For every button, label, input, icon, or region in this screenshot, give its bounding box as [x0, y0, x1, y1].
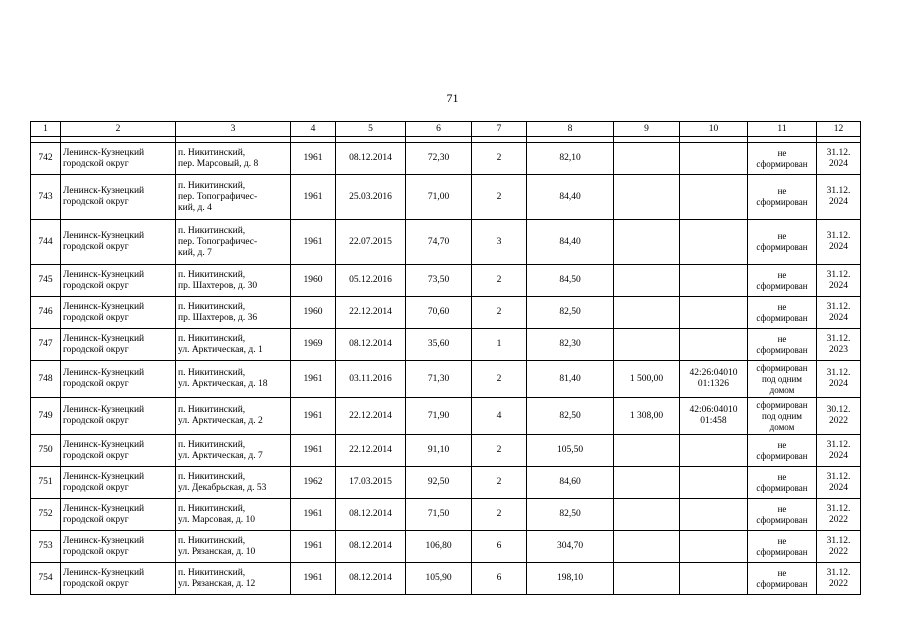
- table-row: [31, 329, 861, 361]
- cadastral-number-cell-line: 01:458: [700, 416, 727, 426]
- deadline-cell-line: 31.12.: [826, 535, 851, 546]
- deadline-cell-line: 2023: [829, 344, 848, 355]
- year-cell: 1969: [291, 329, 336, 361]
- municipality-cell-line: Ленинск-Кузнецкий: [63, 439, 145, 450]
- total-area-cell: 304,70: [527, 531, 614, 563]
- row-number-cell: 745: [31, 265, 61, 297]
- row-number-cell: 752: [31, 499, 61, 531]
- address-cell-line: п. Никитинский,: [178, 147, 246, 158]
- cadastral-number-cell-line: 01:1326: [697, 379, 730, 389]
- area-cell: 73,50: [406, 265, 472, 297]
- address-cell: [176, 435, 291, 467]
- deadline-cell-line: 2024: [829, 280, 848, 291]
- address-cell-line: п. Никитинский,: [178, 471, 246, 482]
- deadline-cell-line: 31.12.: [826, 333, 851, 344]
- municipality-cell-line: Ленинск-Кузнецкий: [63, 405, 145, 415]
- count-cell: 1: [472, 329, 527, 361]
- land-area-cell: [614, 499, 680, 531]
- land-status-cell-line: под одним: [761, 410, 803, 421]
- deadline-cell: [817, 143, 861, 175]
- municipality-cell-line: городской округ: [63, 158, 129, 169]
- deadline-cell: [817, 398, 861, 435]
- land-status-cell-line: сформирован: [756, 362, 808, 373]
- deadline-cell-line: 2022: [829, 416, 848, 426]
- address-cell: [176, 297, 291, 329]
- table-row: [31, 499, 861, 531]
- municipality-cell-line: Ленинск-Кузнецкий: [63, 147, 145, 158]
- land-status-cell: [748, 531, 817, 563]
- municipality-cell-line: городской округ: [63, 482, 129, 493]
- year-cell: 1961: [291, 398, 336, 435]
- address-cell: [176, 531, 291, 563]
- land-status-cell: [748, 398, 817, 435]
- address-cell-line: кий, д. 7: [178, 247, 212, 258]
- date-cell: 17.03.2015: [336, 467, 406, 499]
- land-area-cell: [614, 143, 680, 175]
- municipality-cell: [61, 398, 176, 435]
- address-cell: [176, 329, 291, 361]
- land-status-cell-line: не: [777, 535, 787, 546]
- year-cell: 1961: [291, 175, 336, 220]
- land-status-cell-line: сформирован: [756, 280, 808, 291]
- municipality-cell-line: городской округ: [63, 197, 129, 207]
- year-cell: 1961: [291, 499, 336, 531]
- land-status-cell-line: сформирован: [756, 578, 808, 589]
- municipality-cell: [61, 265, 176, 297]
- municipality-cell: [61, 435, 176, 467]
- address-cell-line: пр. Шахтеров, д. 36: [178, 312, 258, 323]
- address-cell-line: п. Никитинский,: [178, 180, 246, 191]
- year-cell: 1961: [291, 531, 336, 563]
- address-cell-line: ул. Марсовая, д. 10: [178, 514, 255, 525]
- address-cell: [176, 361, 291, 398]
- address-cell-line: п. Никитинский,: [178, 405, 246, 415]
- address-cell-line: ул. Арктическая, д. 18: [178, 379, 268, 389]
- deadline-cell-line: 31.12.: [826, 439, 851, 450]
- municipality-cell-line: городской округ: [63, 578, 129, 589]
- area-cell: 70,60: [406, 297, 472, 329]
- land-status-cell-line: домом: [769, 384, 795, 395]
- column-header-5: 5: [336, 122, 406, 137]
- table-row: [31, 435, 861, 467]
- deadline-cell-line: 31.12.: [826, 186, 851, 196]
- column-header-6: 6: [406, 122, 472, 137]
- municipality-cell: [61, 499, 176, 531]
- land-status-cell-line: не: [777, 567, 787, 578]
- count-cell: 3: [472, 220, 527, 265]
- land-area-cell: [614, 531, 680, 563]
- cadastral-number-cell: [680, 143, 748, 175]
- municipality-cell: [61, 220, 176, 265]
- deadline-cell-line: 31.12.: [826, 503, 851, 514]
- year-cell: 1961: [291, 435, 336, 467]
- table-body: [31, 137, 861, 595]
- address-cell: [176, 467, 291, 499]
- column-header-10: 10: [680, 122, 748, 137]
- table-row: [31, 220, 861, 265]
- address-cell-line: кий, д. 4: [178, 202, 212, 213]
- land-status-cell-line: не: [777, 503, 787, 514]
- deadline-cell: [817, 499, 861, 531]
- deadline-cell-line: 2022: [829, 546, 848, 557]
- total-area-cell: 81,40: [527, 361, 614, 398]
- land-status-cell: [748, 499, 817, 531]
- municipality-cell-line: городской округ: [63, 312, 129, 323]
- total-area-cell: 82,30: [527, 329, 614, 361]
- land-status-cell: [748, 297, 817, 329]
- deadline-cell-line: 2024: [829, 158, 848, 169]
- land-area-cell: [614, 329, 680, 361]
- land-status-cell-line: не: [777, 186, 787, 196]
- total-area-cell: 82,50: [527, 499, 614, 531]
- land-area-cell: [614, 265, 680, 297]
- address-cell-line: ул. Рязанская, д. 12: [178, 578, 256, 589]
- address-cell-line: ул. Рязанская, д. 10: [178, 546, 256, 557]
- year-cell: 1962: [291, 467, 336, 499]
- municipality-cell-line: Ленинск-Кузнецкий: [63, 301, 145, 312]
- area-cell: 71,30: [406, 361, 472, 398]
- date-cell: 08.12.2014: [336, 563, 406, 595]
- cadastral-number-cell: [680, 361, 748, 398]
- deadline-cell: [817, 435, 861, 467]
- area-cell: 91,10: [406, 435, 472, 467]
- date-cell: 08.12.2014: [336, 143, 406, 175]
- deadline-cell-line: 31.12.: [826, 269, 851, 280]
- land-status-cell: [748, 143, 817, 175]
- area-cell: 92,50: [406, 467, 472, 499]
- deadline-cell-line: 31.12.: [826, 567, 851, 578]
- land-area-cell: [614, 435, 680, 467]
- count-cell: 2: [472, 297, 527, 329]
- land-status-cell: [748, 361, 817, 398]
- total-area-cell: 84,40: [527, 220, 614, 265]
- address-cell-line: п. Никитинский,: [178, 503, 246, 514]
- deadline-cell-line: 31.12.: [826, 231, 851, 241]
- table-row: [31, 361, 861, 398]
- address-cell-line: пер. Марсовый, д. 8: [178, 158, 259, 169]
- table-row: [31, 563, 861, 595]
- municipality-cell-line: городской округ: [63, 242, 129, 252]
- date-cell: 08.12.2014: [336, 329, 406, 361]
- land-status-cell-line: не: [777, 231, 787, 241]
- total-area-cell: 82,50: [527, 398, 614, 435]
- land-status-cell-line: домом: [769, 421, 795, 432]
- land-area-cell: [614, 467, 680, 499]
- year-cell: 1960: [291, 297, 336, 329]
- land-area-cell: 1 308,00: [614, 398, 680, 435]
- land-status-cell-line: сформирован: [756, 546, 808, 557]
- municipality-cell-line: Ленинск-Кузнецкий: [63, 567, 145, 578]
- column-header-7: 7: [472, 122, 527, 137]
- address-cell-line: ул. Декабрьская, д. 53: [178, 482, 267, 493]
- deadline-cell: [817, 175, 861, 220]
- municipality-cell: [61, 175, 176, 220]
- cadastral-number-cell: [680, 531, 748, 563]
- land-area-cell: [614, 220, 680, 265]
- cadastral-number-cell: [680, 265, 748, 297]
- municipality-cell-line: Ленинск-Кузнецкий: [63, 186, 145, 196]
- land-status-cell: [748, 329, 817, 361]
- municipality-cell-line: Ленинск-Кузнецкий: [63, 503, 145, 514]
- deadline-cell-line: 2024: [829, 312, 848, 323]
- date-cell: 08.12.2014: [336, 531, 406, 563]
- total-area-cell: 105,50: [527, 435, 614, 467]
- land-status-cell: [748, 265, 817, 297]
- address-cell-line: пр. Шахтеров, д. 30: [178, 280, 258, 291]
- cadastral-number-cell: [680, 175, 748, 220]
- table-row: [31, 265, 861, 297]
- deadline-cell: [817, 467, 861, 499]
- address-cell-line: п. Никитинский,: [178, 535, 246, 546]
- deadline-cell: [817, 297, 861, 329]
- land-status-cell-line: сформирован: [756, 482, 808, 493]
- deadline-cell: [817, 329, 861, 361]
- row-number-cell: 747: [31, 329, 61, 361]
- address-cell-line: ул. Арктическая, д. 1: [178, 344, 263, 355]
- deadline-cell-line: 2024: [829, 482, 848, 493]
- municipality-cell-line: Ленинск-Кузнецкий: [63, 368, 145, 378]
- address-cell-line: п. Никитинский,: [178, 269, 246, 280]
- date-cell: 22.12.2014: [336, 398, 406, 435]
- column-header-11: 11: [748, 122, 817, 137]
- count-cell: 6: [472, 563, 527, 595]
- row-number-cell: 744: [31, 220, 61, 265]
- area-cell: 74,70: [406, 220, 472, 265]
- address-cell: [176, 398, 291, 435]
- deadline-cell-line: 2024: [829, 379, 848, 389]
- municipality-cell-line: городской округ: [63, 280, 129, 291]
- address-cell-line: п. Никитинский,: [178, 567, 246, 578]
- total-area-cell: 84,40: [527, 175, 614, 220]
- column-header-2: 2: [61, 122, 176, 137]
- table-row: [31, 175, 861, 220]
- address-cell-line: п. Никитинский,: [178, 439, 246, 450]
- date-cell: 22.07.2015: [336, 220, 406, 265]
- municipality-cell: [61, 143, 176, 175]
- land-status-cell-line: сформирован: [756, 242, 808, 252]
- municipality-cell-line: городской округ: [63, 379, 129, 389]
- address-cell-line: ул. Арктическая, д. 2: [178, 416, 263, 426]
- year-cell: 1961: [291, 563, 336, 595]
- land-area-cell: [614, 297, 680, 329]
- land-area-cell: [614, 175, 680, 220]
- municipality-cell-line: городской округ: [63, 514, 129, 525]
- table-row: [31, 531, 861, 563]
- deadline-cell-line: 31.12.: [826, 301, 851, 312]
- municipality-cell: [61, 563, 176, 595]
- municipality-cell-line: Ленинск-Кузнецкий: [63, 333, 145, 344]
- row-number-cell: 742: [31, 143, 61, 175]
- row-number-cell: 754: [31, 563, 61, 595]
- year-cell: 1961: [291, 361, 336, 398]
- count-cell: 2: [472, 361, 527, 398]
- count-cell: 2: [472, 265, 527, 297]
- land-status-cell-line: не: [777, 439, 787, 450]
- page-number: 71: [446, 91, 459, 105]
- deadline-cell-line: 31.12.: [826, 147, 851, 158]
- date-cell: 22.12.2014: [336, 297, 406, 329]
- municipality-cell-line: городской округ: [63, 416, 129, 426]
- municipality-cell-line: городской округ: [63, 546, 129, 557]
- municipality-cell: [61, 329, 176, 361]
- column-header-1: 1: [31, 122, 61, 137]
- cadastral-number-cell: [680, 435, 748, 467]
- address-cell-line: п. Никитинский,: [178, 225, 246, 236]
- land-status-cell-line: сформирован: [756, 450, 808, 461]
- deadline-cell-line: 2022: [829, 578, 848, 589]
- land-status-cell-line: не: [777, 471, 787, 482]
- land-area-cell: 1 500,00: [614, 361, 680, 398]
- deadline-cell: [817, 265, 861, 297]
- deadline-cell-line: 2024: [829, 242, 848, 252]
- table-row: [31, 297, 861, 329]
- land-status-cell-line: не: [777, 147, 787, 158]
- area-cell: 106,80: [406, 531, 472, 563]
- deadline-cell: [817, 220, 861, 265]
- deadline-cell-line: 31.12.: [826, 368, 851, 378]
- land-status-cell: [748, 467, 817, 499]
- deadline-cell: [817, 361, 861, 398]
- municipality-cell-line: городской округ: [63, 344, 129, 355]
- date-cell: 25.03.2016: [336, 175, 406, 220]
- area-cell: 35,60: [406, 329, 472, 361]
- row-number-cell: 751: [31, 467, 61, 499]
- address-cell-line: п. Никитинский,: [178, 333, 246, 344]
- address-cell: [176, 175, 291, 220]
- municipality-cell-line: Ленинск-Кузнецкий: [63, 471, 145, 482]
- municipality-cell-line: городской округ: [63, 450, 129, 461]
- column-header-9: 9: [614, 122, 680, 137]
- area-cell: 105,90: [406, 563, 472, 595]
- total-area-cell: 84,60: [527, 467, 614, 499]
- land-status-cell-line: сформирован: [756, 197, 808, 207]
- land-area-cell: [614, 563, 680, 595]
- count-cell: 6: [472, 531, 527, 563]
- land-status-cell-line: сформирован: [756, 344, 808, 355]
- municipality-cell: [61, 531, 176, 563]
- land-status-cell-line: сформирован: [756, 158, 808, 169]
- table-row: [31, 143, 861, 175]
- land-status-cell-line: сформирован: [756, 312, 808, 323]
- address-cell: [176, 265, 291, 297]
- date-cell: 03.11.2016: [336, 361, 406, 398]
- cadastral-number-cell: [680, 563, 748, 595]
- column-header-8: 8: [527, 122, 614, 137]
- municipality-cell-line: Ленинск-Кузнецкий: [63, 535, 145, 546]
- date-cell: 05.12.2016: [336, 265, 406, 297]
- address-cell: [176, 499, 291, 531]
- cadastral-number-cell-line: 42:06:04010: [689, 405, 738, 415]
- column-header-12: 12: [817, 122, 861, 137]
- cadastral-number-cell: [680, 499, 748, 531]
- column-header-4: 4: [291, 122, 336, 137]
- year-cell: 1961: [291, 220, 336, 265]
- area-cell: 71,00: [406, 175, 472, 220]
- municipality-cell-line: Ленинск-Кузнецкий: [63, 231, 145, 241]
- municipality-cell: [61, 361, 176, 398]
- cadastral-number-cell: [680, 329, 748, 361]
- municipality-cell-line: Ленинск-Кузнецкий: [63, 269, 145, 280]
- year-cell: 1961: [291, 143, 336, 175]
- total-area-cell: 82,50: [527, 297, 614, 329]
- land-status-cell-line: сформирован: [756, 399, 808, 410]
- area-cell: 71,50: [406, 499, 472, 531]
- cadastral-number-cell: [680, 220, 748, 265]
- count-cell: 2: [472, 499, 527, 531]
- municipality-cell: [61, 467, 176, 499]
- land-status-cell: [748, 563, 817, 595]
- count-cell: 2: [472, 467, 527, 499]
- row-number-cell: 750: [31, 435, 61, 467]
- row-number-cell: 748: [31, 361, 61, 398]
- column-header-3: 3: [176, 122, 291, 137]
- address-cell: [176, 143, 291, 175]
- address-cell-line: пер. Топографичес-: [178, 236, 258, 247]
- count-cell: 2: [472, 175, 527, 220]
- address-cell-line: пер. Топографичес-: [178, 191, 258, 202]
- total-area-cell: 198,10: [527, 563, 614, 595]
- cadastral-number-cell: [680, 297, 748, 329]
- row-number-cell: 743: [31, 175, 61, 220]
- land-status-cell-line: не: [777, 269, 787, 280]
- deadline-cell-line: 2024: [829, 450, 848, 461]
- municipality-cell: [61, 297, 176, 329]
- deadline-cell: [817, 531, 861, 563]
- land-status-cell-line: не: [777, 301, 787, 312]
- row-number-cell: 749: [31, 398, 61, 435]
- land-status-cell-line: под одним: [761, 373, 803, 384]
- date-cell: 08.12.2014: [336, 499, 406, 531]
- deadline-cell-line: 30.12.: [826, 405, 851, 415]
- row-number-cell: 753: [31, 531, 61, 563]
- deadline-cell: [817, 563, 861, 595]
- cadastral-number-cell: [680, 467, 748, 499]
- row-number-cell: 746: [31, 297, 61, 329]
- housing-registry-table: [30, 121, 861, 595]
- land-status-cell: [748, 175, 817, 220]
- address-cell-line: п. Никитинский,: [178, 301, 246, 312]
- count-cell: 2: [472, 143, 527, 175]
- land-status-cell: [748, 435, 817, 467]
- deadline-cell-line: 2022: [829, 514, 848, 525]
- address-cell: [176, 563, 291, 595]
- column-number-header: [31, 122, 861, 137]
- area-cell: 72,30: [406, 143, 472, 175]
- cadastral-number-cell: [680, 398, 748, 435]
- land-status-cell-line: сформирован: [756, 514, 808, 525]
- cadastral-number-cell-line: 42:26:04010: [689, 368, 738, 378]
- address-cell: [176, 220, 291, 265]
- total-area-cell: 84,50: [527, 265, 614, 297]
- address-cell-line: п. Никитинский,: [178, 368, 246, 378]
- table-row: [31, 467, 861, 499]
- table-row: [31, 398, 861, 435]
- year-cell: 1960: [291, 265, 336, 297]
- land-status-cell-line: не: [777, 333, 787, 344]
- count-cell: 2: [472, 435, 527, 467]
- count-cell: 4: [472, 398, 527, 435]
- address-cell-line: ул. Арктическая, д. 7: [178, 450, 263, 461]
- area-cell: 71,90: [406, 398, 472, 435]
- land-status-cell: [748, 220, 817, 265]
- deadline-cell-line: 31.12.: [826, 471, 851, 482]
- total-area-cell: 82,10: [527, 143, 614, 175]
- date-cell: 22.12.2014: [336, 435, 406, 467]
- deadline-cell-line: 2024: [829, 197, 848, 207]
